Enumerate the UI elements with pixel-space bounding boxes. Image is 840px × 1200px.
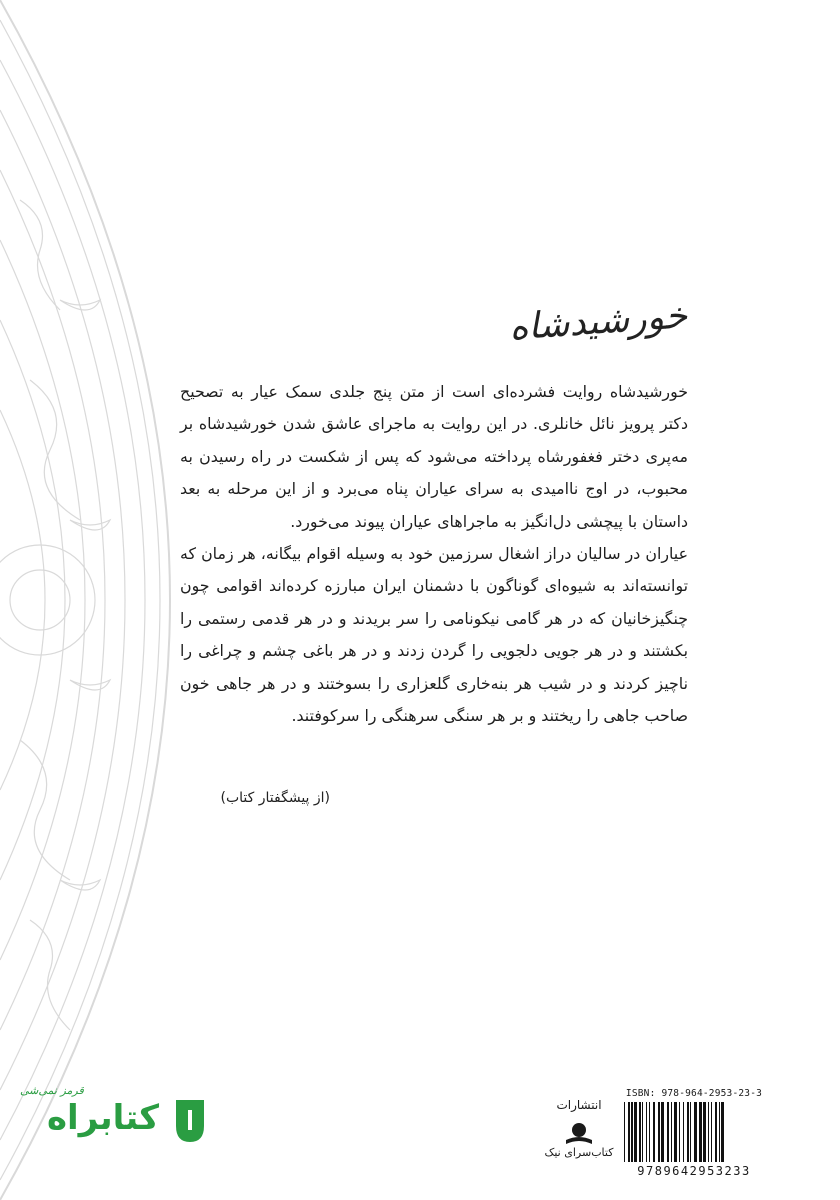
- barcode-bar: [703, 1102, 706, 1162]
- isbn-label: ISBN: 978-964-2953-23-3: [625, 1088, 763, 1099]
- barcode-bar: [653, 1102, 655, 1162]
- barcode-bar: [708, 1102, 709, 1162]
- publisher-top-label: انتشارات: [556, 1098, 602, 1112]
- barcode-bar: [661, 1102, 664, 1162]
- bookmark-leaf-icon: [170, 1096, 210, 1146]
- store-logo: [20, 1084, 216, 1158]
- title-calligraphy: خورشیدشاه: [508, 295, 689, 349]
- barcode-bar: [646, 1102, 647, 1162]
- barcode-bar: [667, 1102, 669, 1162]
- barcode-bar: [721, 1102, 724, 1162]
- barcode-bar: [624, 1102, 625, 1162]
- description-text: [180, 376, 688, 732]
- source-note: (از پیشگفتار کتاب): [220, 790, 330, 806]
- barcode-digits: 9789642953233: [637, 1164, 751, 1178]
- barcode-bar: [639, 1102, 641, 1162]
- store-name: کتابراه: [46, 1098, 160, 1138]
- barcode-bar: [694, 1102, 697, 1162]
- barcode-bar: [671, 1102, 672, 1162]
- barcode-bar: [715, 1102, 717, 1162]
- barcode-bar: [679, 1102, 680, 1162]
- barcode-bar: [658, 1102, 660, 1162]
- publisher-logo: [540, 1098, 618, 1168]
- barcode-bar: [719, 1102, 720, 1162]
- barcode-bar: [649, 1102, 650, 1162]
- barcode-bar: [631, 1102, 633, 1162]
- barcode-bars: [622, 1102, 766, 1164]
- description-paragraph: عیاران در سالیان دراز اشغال سرزمین خود به وسیله اقوام بیگانه، هر زمان که توانسته‌اند به شیوه‌ای گوناگون با دشمنان ایران مبارزه کرده‌اند اقوامی چون چنگیزخانیان که در هر گامی نیکونامی را سر بریدند و در هر قدمی رستمی را بکشتند و در هر جویی دلجویی را گردن زدند و در هر باغی چشم و چراغی را ناچیز کردند و در شیب هر بنه‌خاری گلعزاری را بسوختند و در هر جاهی خون صاحب جاهی را ریختند و بر هر سنگی سرهنگی را سرکوفتند.: [180, 544, 688, 726]
- barcode-bar: [674, 1102, 677, 1162]
- barcode-block: [620, 1088, 768, 1178]
- description-paragraph: خورشیدشاه روایت فشرده‌ای است از متن پنج جلدی سمک عیار به تصحیح دکتر پرویز نائل خانلری. در این روایت به ماجرای عاشق شدن خورشیدشاه بر مه‌پری دختر فغفورشاه پرداخته می‌شود که پس از شکست در راه رسیدن به محبوب، در اوج ناامیدی به سرای عیاران پناه می‌برد و از این مرحله به بعد داستان با پیچشی دل‌انگیز به ماجراهای عیاران پیوند می‌خورد.: [180, 382, 688, 531]
- barcode-bar: [699, 1102, 702, 1162]
- barcode-bar: [690, 1102, 691, 1162]
- barcode-bar: [628, 1102, 630, 1162]
- store-tagline: قرمز نمی‌شی: [20, 1084, 84, 1097]
- publisher-bottom-label: کتاب‌سرای نیک: [544, 1146, 614, 1159]
- barcode-bar: [687, 1102, 689, 1162]
- barcode-bar: [683, 1102, 684, 1162]
- barcode-bar: [642, 1102, 643, 1162]
- barcode-bar: [711, 1102, 712, 1162]
- sun-book-icon: [564, 1118, 594, 1148]
- barcode-bar: [634, 1102, 637, 1162]
